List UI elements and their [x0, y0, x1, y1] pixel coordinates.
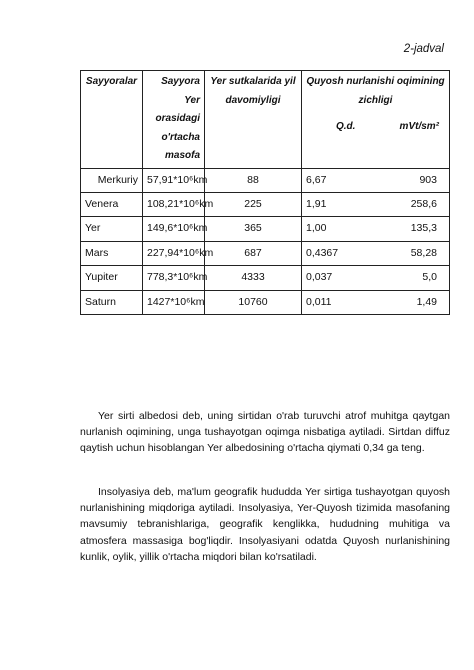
- header-distance: Sayyora Yer orasidagi o'rtacha masofa: [143, 71, 205, 169]
- cell-distance: 1427*10⁶km: [143, 290, 205, 314]
- cell-qd: 0,037: [306, 271, 333, 284]
- cell-solar: [302, 266, 450, 290]
- cell-flux: 5,0: [422, 271, 437, 284]
- cell-flux: 903: [419, 173, 437, 186]
- cell-solar: [302, 290, 450, 314]
- cell-planet: Yupiter: [81, 266, 143, 290]
- cell-solar: [302, 217, 450, 241]
- cell-year: 88: [205, 168, 302, 192]
- cell-planet: Venera: [81, 192, 143, 216]
- table-row: [81, 290, 450, 314]
- cell-flux: 135,3: [410, 222, 437, 235]
- cell-distance: 149,6*10⁶km: [143, 217, 205, 241]
- cell-flux: 1,49: [416, 295, 437, 308]
- cell-planet: Saturn: [81, 290, 143, 314]
- cell-year: 10760: [205, 290, 302, 314]
- cell-solar: [302, 192, 450, 216]
- paragraph-insolation: Insolyasiya deb, ma'lum geografik hududda Yer sirtiga tushayotgan quyosh nurlanishining miqdoriga aytiladi. Insolyasiya, Yer-Quyosh tizimida masofaning mavsumiy tebranishlariga, geografik kenglikka, hududning muhitiga va atmosfera massasiga bog'liqdir. Insolyasiyani odatda Quyosh nurlanishining kunlik, oylik, yillik o'rtacha miqdori bilan ko'rsatiladi.: [80, 486, 450, 563]
- cell-year: 225: [205, 192, 302, 216]
- planets-table: [80, 70, 450, 315]
- cell-flux: 58,28: [410, 246, 437, 259]
- cell-qd: 1,00: [306, 222, 327, 235]
- cell-year: 687: [205, 241, 302, 265]
- cell-qd: 1,91: [306, 197, 327, 210]
- table-row: [81, 168, 450, 192]
- header-unit: mVt/sm²: [399, 121, 439, 132]
- cell-distance: 778,3*10⁶km: [143, 266, 205, 290]
- cell-solar: [302, 241, 450, 265]
- header-solar: [302, 71, 450, 169]
- cell-solar: [302, 168, 450, 192]
- header-qd: Q.d.: [336, 121, 356, 132]
- cell-year: 365: [205, 217, 302, 241]
- header-planet: Sayyoralar: [81, 71, 143, 169]
- cell-planet: Yer: [81, 217, 143, 241]
- table-row: [81, 241, 450, 265]
- header-year: Yer sutkalarida yil davomiyligi: [205, 71, 302, 169]
- header-solar-sub: [306, 110, 445, 137]
- cell-year: 4333: [205, 266, 302, 290]
- cell-qd: 0,011: [306, 295, 332, 308]
- jadval-label: 2-jadval: [403, 43, 444, 55]
- header-solar-title: Quyosh nurlanishi oqimining zichligi: [306, 76, 445, 106]
- cell-qd: 6,67: [306, 173, 327, 186]
- table-row: [81, 217, 450, 241]
- cell-distance: 57,91*10⁶km: [143, 168, 205, 192]
- cell-planet: Merkuriy: [81, 168, 143, 192]
- paragraph-albedo: Yer sirti albedosi deb, uning sirtidan o'rab turuvchi atrof muhitga qaytgan nurlanish oqimining, unga tushayotgan oqimga nisbatiga aytiladi. Sirtdan diffuz qaytish uchun hisoblangan Yer albedosining o'rtacha qiymati 0,34 ga teng.: [80, 410, 450, 455]
- cell-qd: 0,4367: [306, 246, 339, 259]
- cell-flux: 258,6: [410, 197, 437, 210]
- cell-distance: 108,21*10⁶km: [143, 192, 205, 216]
- table-header-row: [81, 71, 450, 169]
- cell-planet: Mars: [81, 241, 143, 265]
- table-row: [81, 266, 450, 290]
- cell-distance: 227,94*10⁶km: [143, 241, 205, 265]
- table-row: [81, 192, 450, 216]
